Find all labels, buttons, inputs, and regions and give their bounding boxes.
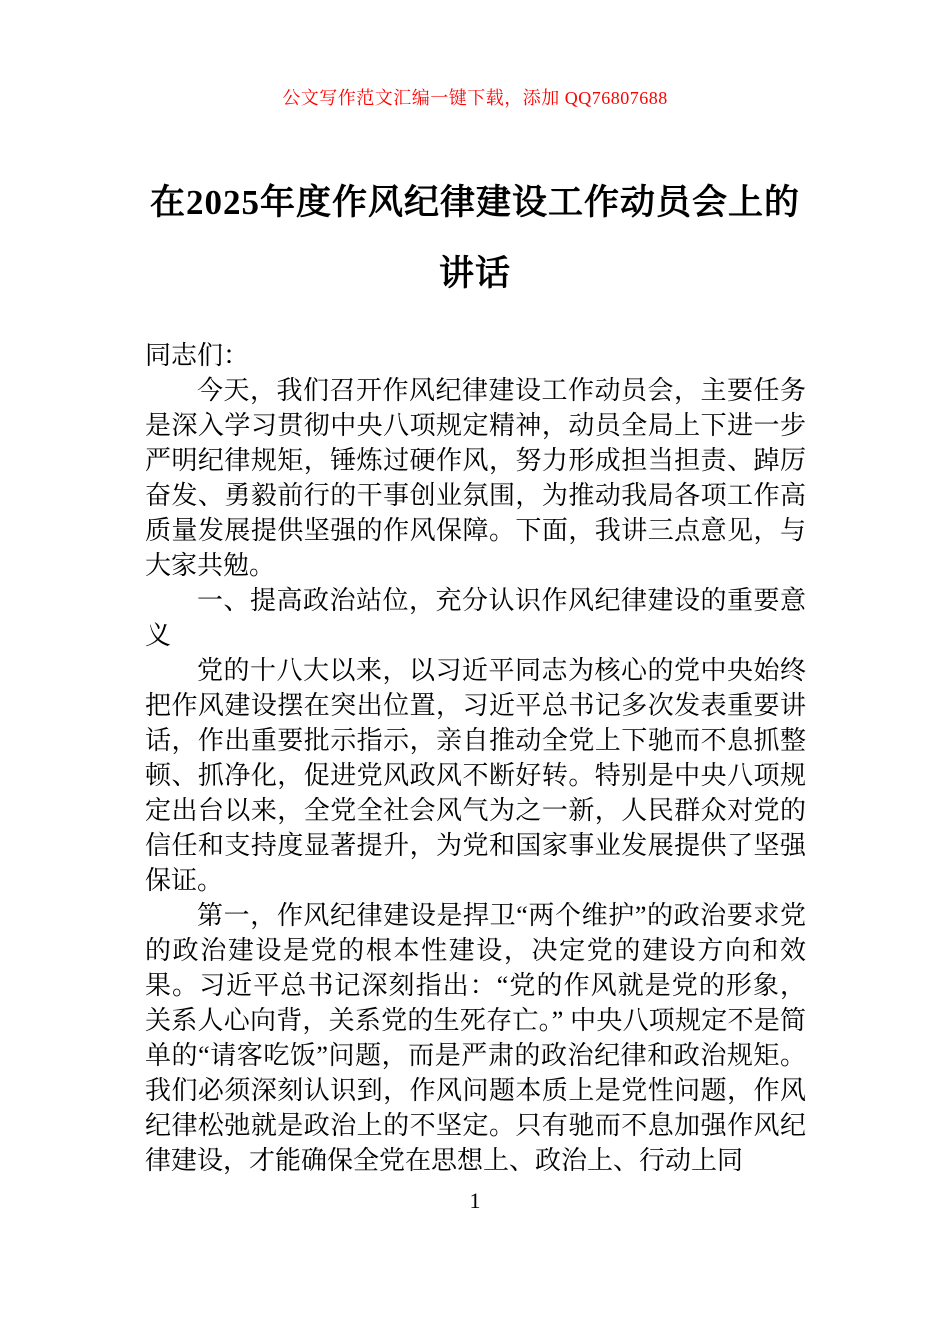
- promo-banner: 公文写作范文汇编一键下载，添加 QQ76807688: [282, 88, 668, 108]
- page-number: 1: [469, 1188, 481, 1213]
- document-body: [145, 338, 806, 1178]
- paragraph-body-1: 党的十八大以来，以习近平同志为核心的党中央始终把作风建设摆在突出位置，习近平总书记多次发表重要讲话，作出重要批示指示，亲自推动全党上下驰而不息抓整顿、抓净化，促进党风政风不断好转。特别是中央八项规定出台以来，全党全社会风气为之一新，人民群众对党的信任和支持度显著提升，为党和国家事业发展提供了坚强保证。: [145, 656, 806, 895]
- salutation: 同志们：: [145, 341, 250, 370]
- paragraph-body-2: 第一，作风纪律建设是捍卫“两个维护”的政治要求党的政治建设是党的根本性建设，决定党的建设方向和效果。习近平总书记深刻指出：“党的作风就是党的形象，关系人心向背，关系党的生死存亡。” 中央八项规定不是简单的“请客吃饭”问题，而是严肃的政治纪律和政治规矩。我们必须深刻认识到，作风问题本质上是党性问题，作风纪律松弛就是政治上的不坚定。只有驰而不息加强作风纪律建设，才能确保全党在思想上、政治上、行动上同: [145, 901, 806, 1175]
- section-heading-1: 一、提高政治站位，充分认识作风纪律建设的重要意义: [145, 586, 806, 650]
- document-title: 在2025年度作风纪律建设工作动员会上的讲话: [149, 183, 800, 293]
- paragraph-opening: 今天，我们召开作风纪律建设工作动员会，主要任务是深入学习贯彻中央八项规定精神，动员全局上下进一步严明纪律规矩，锤炼过硬作风，努力形成担当担责、踔厉奋发、勇毅前行的干事创业氛围，为推动我局各项工作高质量发展提供坚强的作风保障。下面，我讲三点意见，与大家共勉。: [145, 376, 806, 580]
